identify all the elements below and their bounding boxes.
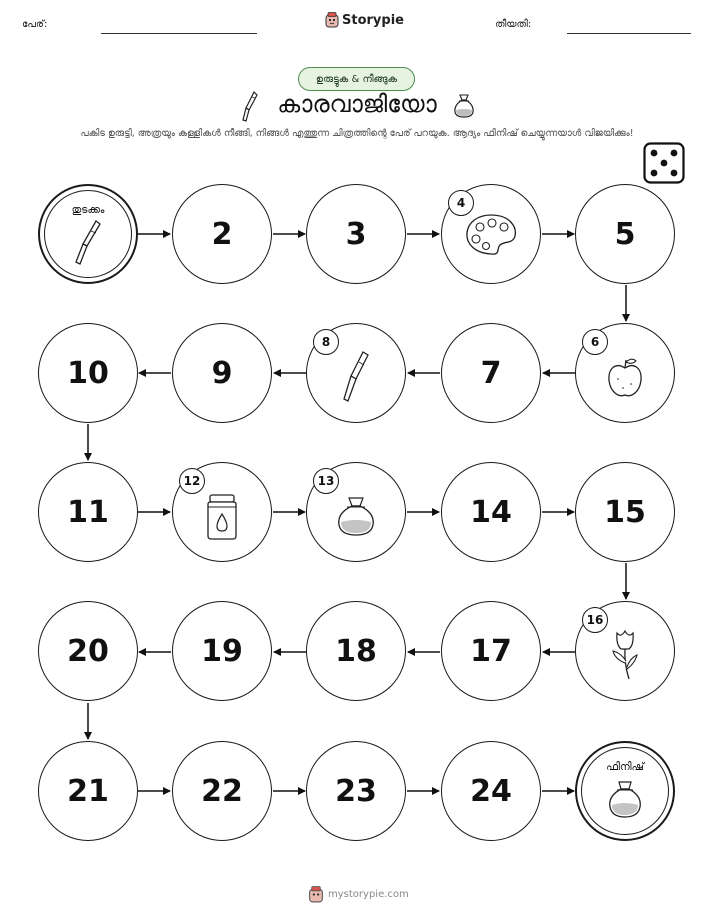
- board-cell-19[interactable]: [172, 601, 272, 701]
- pigment-bag-icon: [333, 493, 379, 539]
- board-cell-2[interactable]: [172, 184, 272, 284]
- board-cell-24[interactable]: [441, 741, 541, 841]
- board-cell-5[interactable]: [575, 184, 675, 284]
- footer-site[interactable]: mystorypie.com: [328, 889, 409, 900]
- board-cell-start[interactable]: [38, 184, 138, 284]
- page-title: കാരവാജിയോ: [277, 90, 437, 118]
- finish-label: ഫിനിഷ്: [606, 761, 644, 773]
- cell-number: 9: [211, 355, 233, 391]
- storypie-mascot-icon: [308, 886, 324, 903]
- cell-number: 3: [345, 216, 367, 252]
- cell-number-badge: 8: [313, 329, 339, 355]
- board-cell-7[interactable]: [441, 323, 541, 423]
- start-label: തുടക്കം: [71, 204, 105, 216]
- board-cell-13[interactable]: [306, 462, 406, 562]
- paintbrush-icon: [71, 218, 105, 268]
- paint-jar-icon: [203, 492, 241, 542]
- board-cell-finish[interactable]: [575, 741, 675, 841]
- game-type-tag: ഉരുട്ടുക & നീങ്ങുക: [298, 67, 415, 91]
- brand-name: Storypie: [342, 12, 404, 28]
- cell-number-badge: 16: [582, 607, 608, 633]
- board-cell-8[interactable]: [306, 323, 406, 423]
- board-cell-17[interactable]: [441, 601, 541, 701]
- cell-number-badge: 4: [448, 190, 474, 216]
- cell-number: 10: [67, 355, 109, 391]
- board-cell-21[interactable]: [38, 741, 138, 841]
- cell-number: 24: [470, 773, 512, 809]
- board-cell-4[interactable]: [441, 184, 541, 284]
- pigment-bag-icon: [605, 778, 645, 822]
- cell-number: 23: [335, 773, 377, 809]
- date-label: തീയതി:: [495, 19, 532, 30]
- board-cell-11[interactable]: [38, 462, 138, 562]
- cell-number: 19: [201, 633, 243, 669]
- board-cell-20[interactable]: [38, 601, 138, 701]
- board-cell-15[interactable]: [575, 462, 675, 562]
- board-cell-16[interactable]: [575, 601, 675, 701]
- footer: [308, 886, 409, 903]
- cell-number-badge: 13: [313, 468, 339, 494]
- apple-icon: [605, 356, 645, 400]
- instructions: പകിട ഉരുട്ടി, അത്രയും കള്ളികൾ നീങ്ങി, നിങ്ങൾ എത്തുന്ന ചിത്രത്തിന്റെ പേര് പറയുക. ആദ്യം ഫിനിഷ് ചെയ്യുന്നയാൾ വിജയിക്കും!: [80, 128, 634, 139]
- cell-number: 2: [211, 216, 233, 252]
- board-cell-23[interactable]: [306, 741, 406, 841]
- cell-number-badge: 12: [179, 468, 205, 494]
- board-cell-3[interactable]: [306, 184, 406, 284]
- cell-number: 11: [67, 494, 109, 530]
- board-cell-12[interactable]: [172, 462, 272, 562]
- cell-number: 22: [201, 773, 243, 809]
- board-cell-10[interactable]: [38, 323, 138, 423]
- cell-number: 20: [67, 633, 109, 669]
- cell-number: 18: [335, 633, 377, 669]
- name-label: പേര്:: [22, 19, 48, 30]
- cell-number: 21: [67, 773, 109, 809]
- cell-number: 5: [614, 216, 636, 252]
- cell-number: 7: [480, 355, 502, 391]
- board-cell-14[interactable]: [441, 462, 541, 562]
- board-cell-6[interactable]: [575, 323, 675, 423]
- cell-number-badge: 6: [582, 329, 608, 355]
- cell-number: 14: [470, 494, 512, 530]
- cell-number: 17: [470, 633, 512, 669]
- paintbrush-icon: [339, 349, 373, 405]
- palette-icon: [462, 211, 520, 257]
- board-cell-22[interactable]: [172, 741, 272, 841]
- flower-icon: [607, 627, 643, 683]
- cell-number: 15: [604, 494, 646, 530]
- board-cell-18[interactable]: [306, 601, 406, 701]
- board-cell-9[interactable]: [172, 323, 272, 423]
